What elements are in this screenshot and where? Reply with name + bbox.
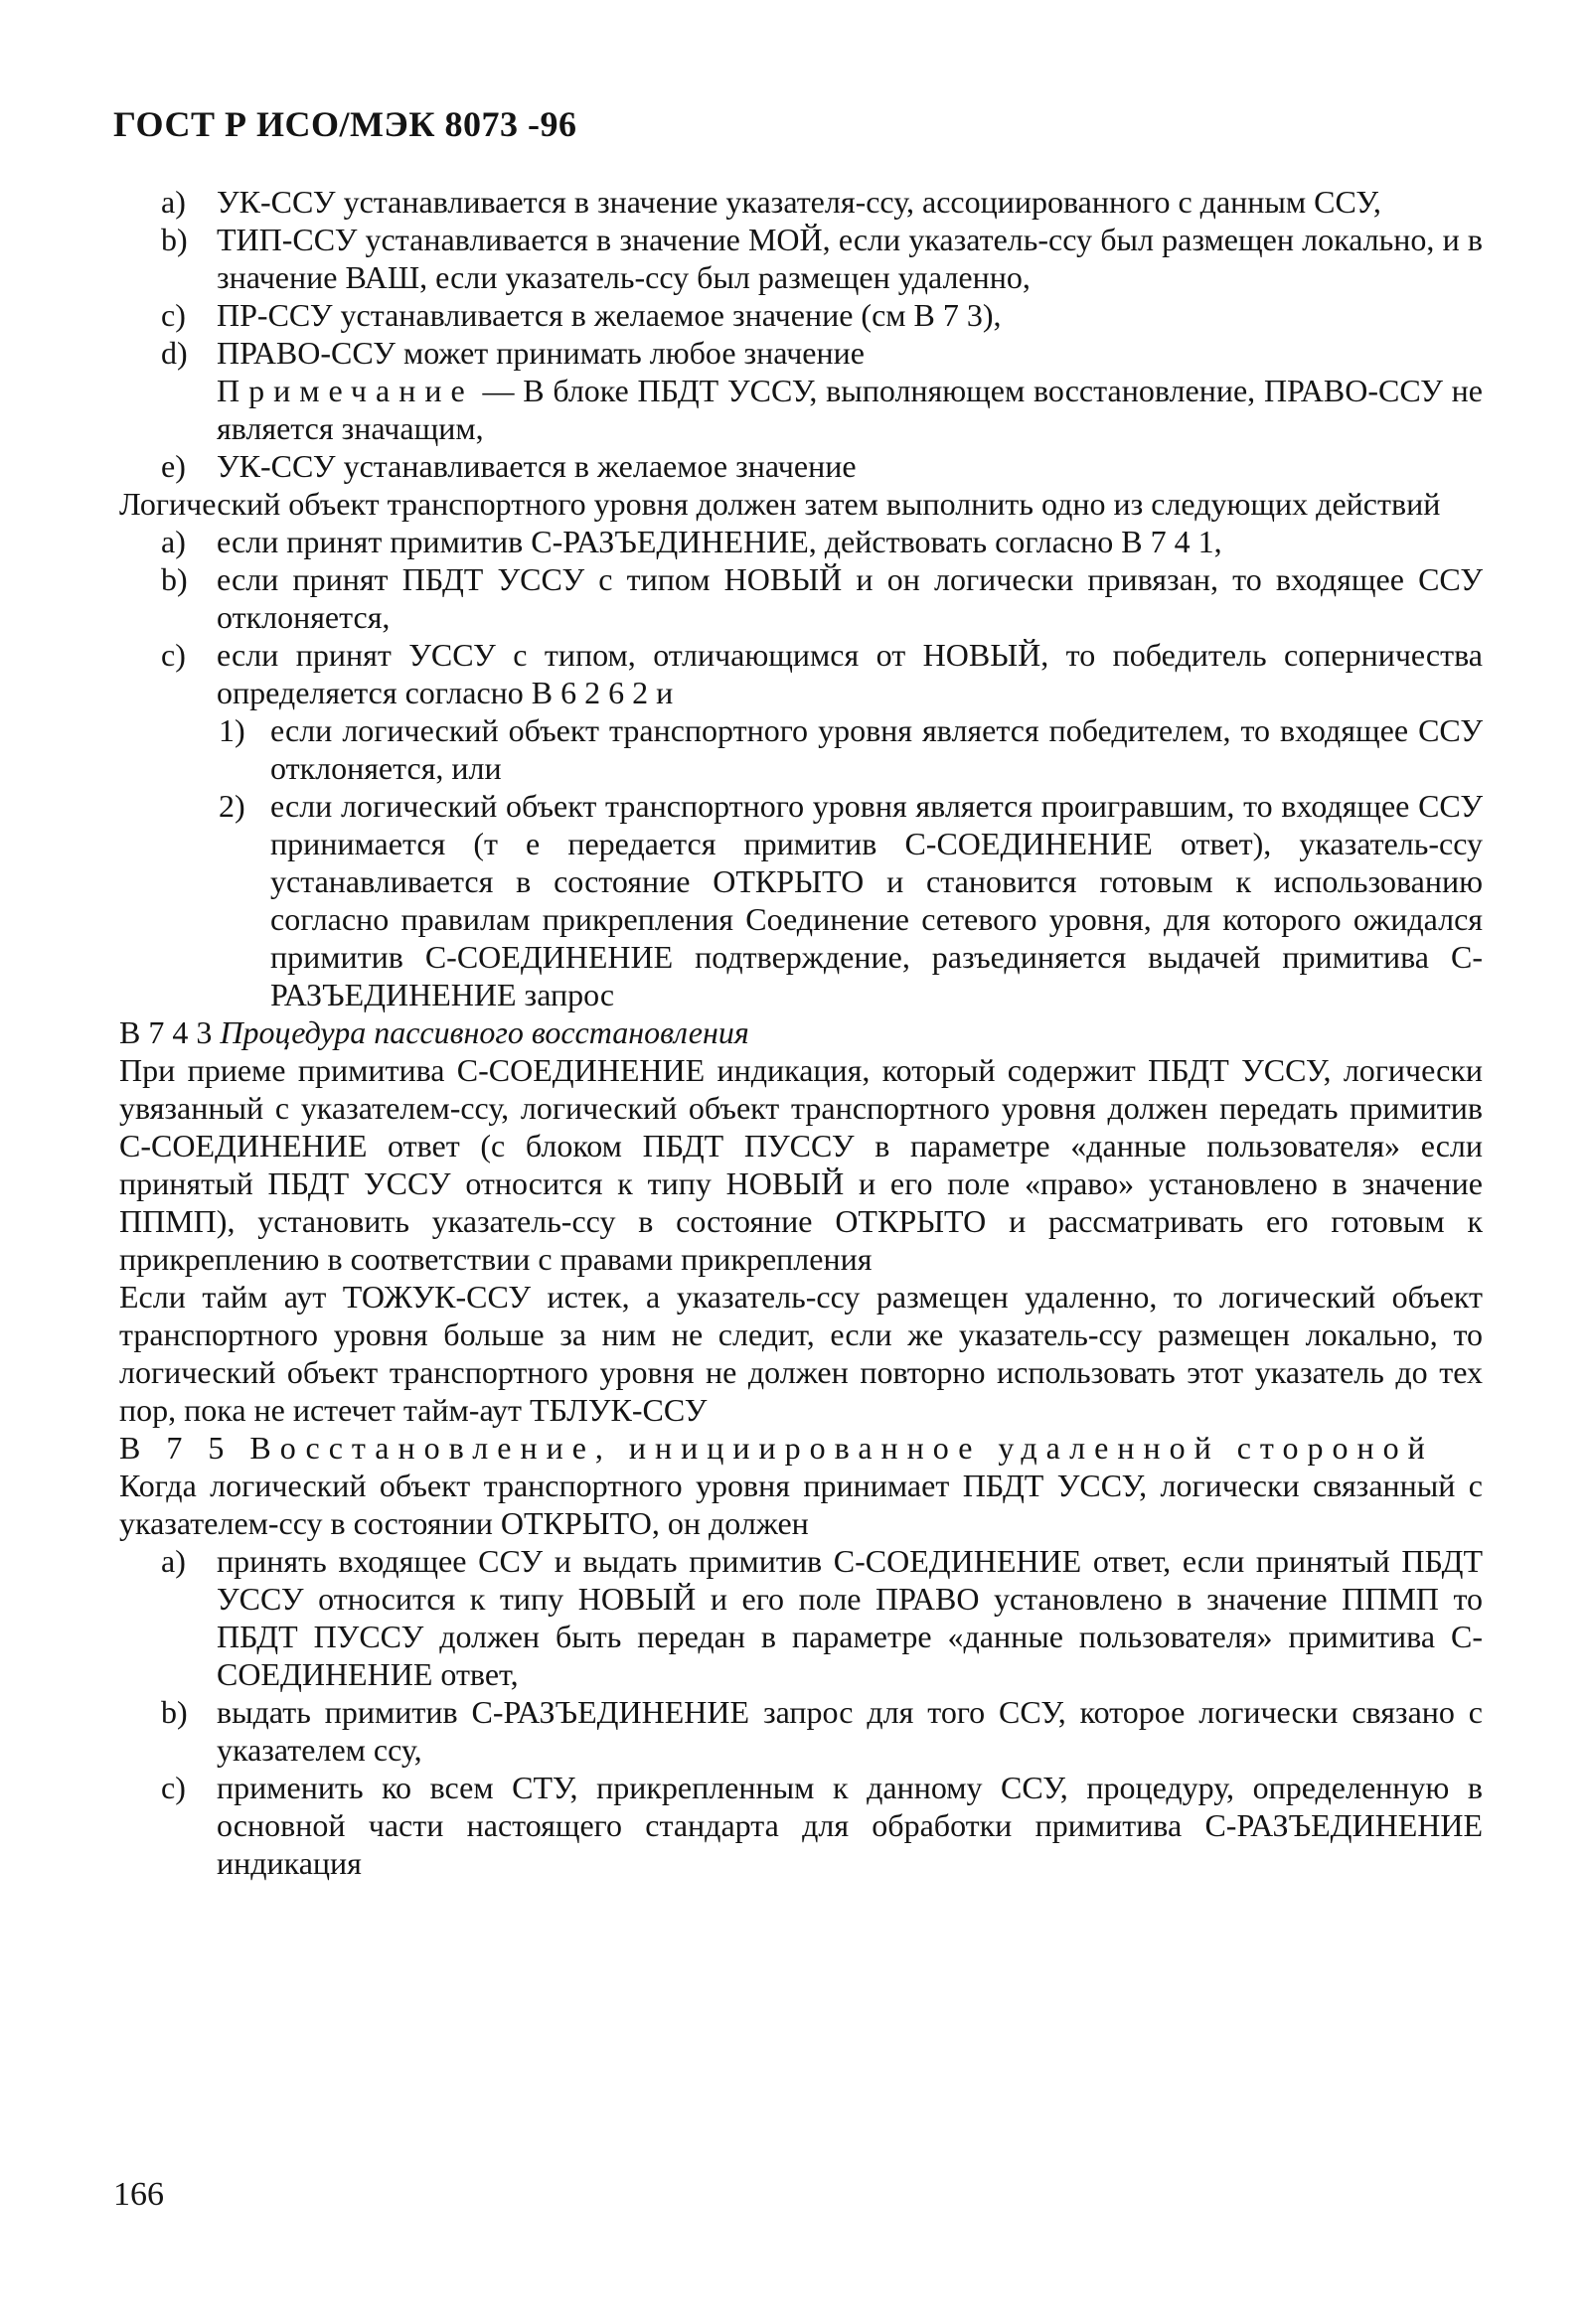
list-text: выдать примитив С-РАЗЪЕДИНЕНИЕ запрос для того ССУ, которое логически связано с указателем ссу, [217,1694,1483,1768]
list-text: ТИП-ССУ устанавливается в значение МОЙ, если указатель-ссу был размещен локально, и в значение ВАШ, если указатель-ссу был размещен удаленно, [217,222,1483,295]
section-number: В 7 5 [119,1430,234,1466]
list-item [161,1542,1483,1693]
note-text: — В блоке ПБДТ УССУ, выполняющем восстановление, ПРАВО-ССУ не является значащим, [217,373,1484,446]
list-text: УК-ССУ устанавливается в желаемое значение [217,448,857,484]
list-item [161,523,1483,560]
section-number: В 7 4 3 [119,1014,213,1050]
list-text: если принят примитив С-РАЗЪЕДИНЕНИЕ, действовать согласно В 7 4 1, [217,524,1222,559]
list-text: УК-ССУ устанавливается в значение указателя-ссу, ассоциированного с данным ССУ, [217,184,1381,220]
list-text: если принят УССУ с типом, отличающимся от НОВЫЙ, то победитель соперничества определяется согласно В 6 2 6 2 и [217,637,1483,710]
list-item [161,296,1483,334]
sublist-item [161,711,1483,787]
section-title: Восстановление, инициированное удаленной стороной [249,1430,1434,1466]
list-marker: b) [161,1694,188,1730]
note-label: Примечание [217,373,474,408]
list-text: если логический объект транспортного уровня является победителем, то входящее ССУ отклоняется, или [270,712,1483,786]
list-marker: a) [161,184,186,220]
list-text: принять входящее ССУ и выдать примитив С-СОЕДИНЕНИЕ ответ, если принятый ПБДТ УССУ относится к типу НОВЫЙ и его поле ПРАВО установлено в значение ППМП то ПБДТ ПУССУ должен быть передан в параметре «данные пользователя» примитива С-СОЕДИНЕНИЕ ответ, [217,1543,1483,1692]
section-title: Процедура пассивного восстановления [220,1014,749,1050]
list-marker: b) [161,561,188,597]
list-item [161,447,1483,485]
list-marker: c) [161,637,186,673]
list-marker: 1) [219,712,245,748]
paragraph: Когда логический объект транспортного уровня принимает ПБДТ УССУ, логически связанный с указателем-ссу в состоянии ОТКРЫТО, он должен [119,1468,1483,1541]
list-text: применить ко всем СТУ, прикрепленным к данному ССУ, процедуру, определенную в основной части настоящего стандарта для обработки примитива С-РАЗЪЕДИНЕНИЕ индикация [217,1770,1483,1881]
standard-header: ГОСТ Р ИСО/МЭК 8073 -96 [113,104,577,144]
section-heading-75 [119,1429,1483,1467]
list-marker: a) [161,1543,186,1579]
list-marker: c) [161,297,186,333]
list-marker: 2) [219,788,245,824]
list-marker: d) [161,335,188,371]
list-text: если логический объект транспортного уровня является проигравшим, то входящее ССУ принимается (т е передается примитив С-СОЕДИНЕНИЕ ответ), указатель-ссу устанавливается в состояние ОТКРЫТО и становится готовым к использованию согласно правилам прикрепления Соединение сетевого уровня, для которого ожидался примитив С-СОЕДИНЕНИЕ подтверждение, разъединяется выдачей примитива С-РАЗЪЕДИНЕНИЕ запрос [270,788,1483,1012]
paragraph: Логический объект транспортного уровня должен затем выполнить одно из следующих действий [119,486,1441,522]
list-item [161,334,1483,372]
list-marker: a) [161,524,186,559]
list-item [161,1693,1483,1769]
list-text: ПРАВО-ССУ может принимать любое значение [217,335,865,371]
list-text: ПР-ССУ устанавливается в желаемое значение (см В 7 3), [217,297,1002,333]
list-marker: e) [161,448,186,484]
paragraph: При приеме примитива С-СОЕДИНЕНИЕ индикация, который содержит ПБДТ УССУ, логически увязанный с указателем-ссу, логический объект транспортного уровня должен передать примитив С-СОЕДИНЕНИЕ ответ (с блоком ПБДТ ПУССУ в параметре «данные пользователя» если принятый ПБДТ УССУ относится к типу НОВЫЙ и его поле «право» установлено в значение ППМП), установить указатель-ссу в состояние ОТКРЫТО и рассматривать его готовым к прикреплению в соответствии с правами прикрепления [119,1052,1483,1277]
note [161,372,1483,447]
list-item [161,221,1483,296]
page-number: 166 [113,2176,164,2213]
section-heading-743 [119,1013,1483,1051]
list-item [161,636,1483,711]
sublist-item [161,787,1483,1013]
list-marker: c) [161,1770,186,1805]
list-item [161,183,1483,221]
page-body [119,183,1484,1882]
list-item [161,1769,1483,1882]
list-text: если принят ПБДТ УССУ с типом НОВЫЙ и он логически привязан, то входящее ССУ отклоняется, [217,561,1483,635]
list-item [161,560,1483,636]
paragraph: Если тайм аут ТОЖУК-ССУ истек, а указатель-ссу размещен удаленно, то логический объект транспортного уровня больше за ним не следит, если же указатель-ссу размещен локально, то логический объект транспортного уровня не должен повторно использовать этот указатель до тех пор, пока не истечет тайм-аут ТБЛУК-ССУ [119,1279,1483,1428]
list-marker: b) [161,222,188,257]
